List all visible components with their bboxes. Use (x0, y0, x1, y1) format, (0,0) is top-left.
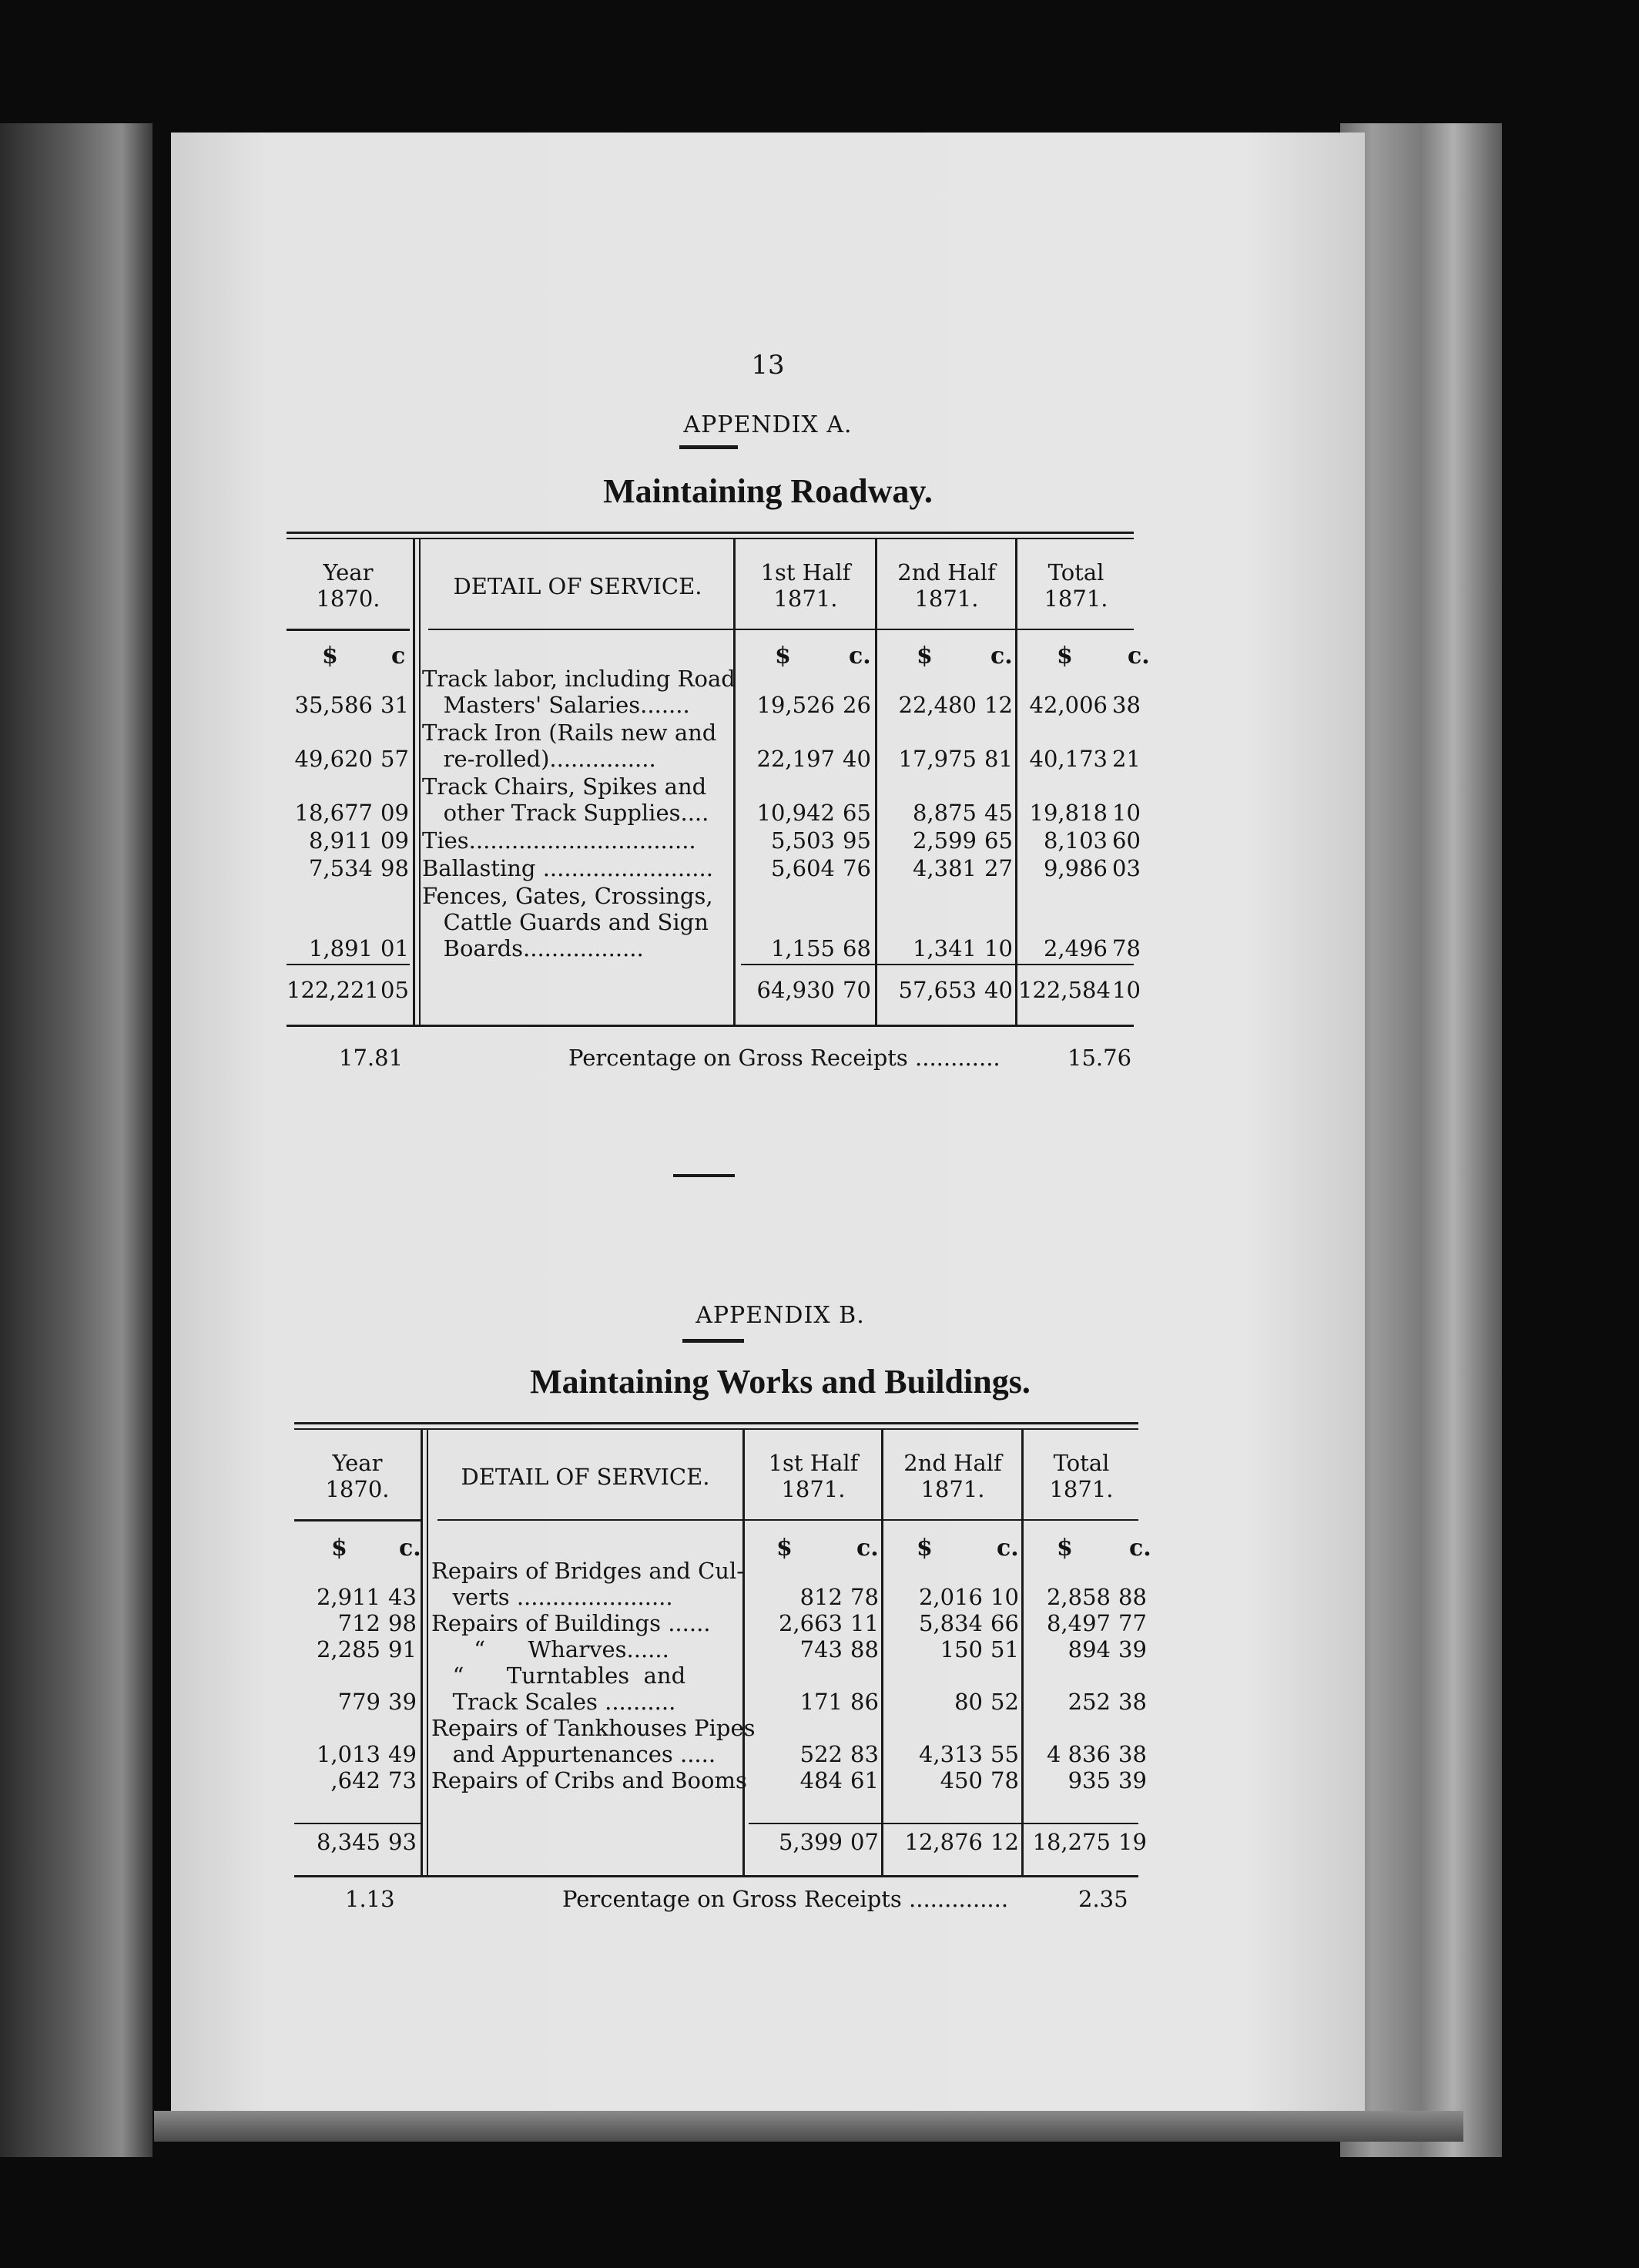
appendix-a-rule (679, 445, 738, 449)
row-detail (431, 1636, 669, 1662)
row-total-dollars: 252 (1068, 1689, 1111, 1715)
row-second-dollars: 4,313 (918, 1741, 983, 1767)
row-first-cents: 78 (850, 1584, 879, 1610)
row-year-dollars: 779 (337, 1689, 380, 1715)
row-year-cents: 09 (380, 800, 409, 826)
total-first-cents-b: 07 (850, 1829, 879, 1855)
row-year-dollars: 49,620 (294, 746, 373, 772)
row-year-cents: 73 (388, 1767, 417, 1793)
row-detail-line: “ Turntables and (431, 1662, 686, 1689)
row-total-dollars: 8,103 (1043, 827, 1108, 854)
row-detail-line: Repairs of Tankhouses Pipes (431, 1715, 756, 1741)
row-detail-line: Masters' Salaries....... (422, 692, 690, 718)
unit-dollar-total-b: $ (1057, 1535, 1073, 1562)
unit-cents-second-b: c. (997, 1535, 1019, 1562)
row-detail-line: Track Chairs, Spikes and (422, 773, 707, 800)
row-total-dollars: 19,818 (1029, 800, 1108, 826)
row-detail-line: Repairs of Buildings ...... (431, 1610, 711, 1636)
appendix-b-table (294, 1422, 1151, 1877)
row-second-dollars: 1,341 (912, 935, 977, 961)
appendix-b-title: Maintaining Works and Buildings. (530, 1363, 1031, 1401)
row-second-dollars: 4,381 (912, 855, 977, 881)
header-detail-b: DETAIL OF SERVICE. (461, 1464, 710, 1490)
row-second-cents: 55 (990, 1741, 1019, 1767)
row-second-dollars: 150 (940, 1636, 983, 1662)
row-first-cents: 68 (843, 935, 871, 961)
appendix-a-table (287, 532, 1150, 1032)
row-detail (422, 666, 736, 718)
row-detail-line: re-rolled)............... (422, 746, 656, 772)
row-first-dollars: 5,503 (770, 827, 835, 854)
row-year-dollars: ,642 (330, 1767, 380, 1793)
row-total-dollars: 4 836 (1046, 1741, 1111, 1767)
unit-dollar-total: $ (1057, 642, 1073, 669)
total-year-cents: 05 (380, 977, 409, 1003)
row-year-cents: 01 (380, 935, 409, 961)
unit-cents-year-b: c. (399, 1535, 421, 1562)
row-detail-line: Ties................................ (422, 827, 696, 854)
document-page (171, 133, 1365, 2111)
total-total-cents-b: 19 (1118, 1829, 1147, 1855)
row-year-dollars: 2,911 (316, 1584, 380, 1610)
appendix-b-rule (682, 1339, 744, 1343)
row-first-dollars: 522 (799, 1741, 843, 1767)
row-second-cents: 52 (990, 1689, 1019, 1715)
row-detail (422, 773, 709, 826)
row-detail-line: Cattle Guards and Sign (422, 909, 709, 935)
row-second-dollars: 80 (954, 1689, 983, 1715)
row-total-cents: 21 (1112, 746, 1141, 772)
row-total-dollars: 2,496 (1043, 935, 1108, 961)
total-first-dollars: 64,930 (756, 977, 835, 1003)
row-year-cents: 43 (388, 1584, 417, 1610)
appendix-b-pct-year: 1.13 (345, 1886, 395, 1912)
row-detail-line: Track Iron (Rails new and (422, 720, 717, 746)
row-year-cents: 39 (388, 1689, 417, 1715)
row-first-dollars: 22,197 (756, 746, 835, 772)
row-detail (431, 1715, 756, 1767)
row-first-cents: 26 (843, 692, 871, 718)
row-detail (422, 883, 713, 961)
row-total-cents: 77 (1118, 1610, 1147, 1636)
row-second-cents: 66 (990, 1610, 1019, 1636)
row-total-dollars: 8,497 (1046, 1610, 1111, 1636)
unit-cents-first: c. (849, 642, 871, 669)
row-detail (422, 855, 713, 881)
row-second-cents: 78 (990, 1767, 1019, 1793)
unit-cents-year: c (391, 642, 406, 669)
row-first-cents: 86 (850, 1689, 879, 1715)
row-total-dollars: 935 (1068, 1767, 1111, 1793)
row-detail-line: Repairs of Bridges and Cul- (431, 1558, 745, 1584)
total-total-dollars: 122,584 (1018, 977, 1111, 1003)
row-first-cents: 76 (843, 855, 871, 881)
left-page-edge (0, 123, 153, 2157)
row-total-dollars: 9,986 (1043, 855, 1108, 881)
appendix-b-pct-label: Percentage on Gross Receipts .............. (562, 1886, 1009, 1912)
row-first-dollars: 484 (799, 1767, 843, 1793)
row-detail-line: Track Scales .......... (431, 1689, 676, 1715)
header-first-half: 1st Half 1871. (760, 559, 851, 612)
row-total-cents: 60 (1112, 827, 1141, 854)
row-total-cents: 38 (1118, 1741, 1147, 1767)
row-second-cents: 45 (984, 800, 1013, 826)
total-year-cents-b: 93 (388, 1829, 417, 1855)
row-detail (431, 1662, 685, 1715)
row-first-dollars: 10,942 (756, 800, 835, 826)
total-second-dollars: 57,653 (898, 977, 977, 1003)
row-detail (431, 1610, 711, 1636)
row-detail (422, 827, 696, 854)
appendix-b-label: APPENDIX B. (695, 1302, 865, 1329)
row-first-cents: 61 (850, 1767, 879, 1793)
row-first-cents: 88 (850, 1636, 879, 1662)
unit-cents-total: c. (1128, 642, 1150, 669)
row-first-dollars: 743 (799, 1636, 843, 1662)
header-year-b: Year 1870. (325, 1450, 390, 1502)
row-detail-line: “ Wharves...... (431, 1636, 669, 1662)
row-first-dollars: 19,526 (756, 692, 835, 718)
row-year-dollars: 8,911 (308, 827, 373, 854)
row-year-cents: 98 (388, 1610, 417, 1636)
row-detail-line: Repairs of Cribs and Booms (431, 1767, 747, 1793)
row-first-dollars: 2,663 (778, 1610, 843, 1636)
total-total-dollars-b: 18,275 (1032, 1829, 1111, 1855)
header-detail: DETAIL OF SERVICE. (453, 573, 702, 599)
row-second-dollars: 2,016 (918, 1584, 983, 1610)
row-detail-line: Fences, Gates, Crossings, (422, 883, 713, 909)
header-second-half: 2nd Half 1871. (897, 559, 996, 612)
row-second-dollars: 17,975 (898, 746, 977, 772)
row-detail-line: and Appurtenances ..... (431, 1741, 716, 1767)
row-year-dollars: 1,013 (316, 1741, 380, 1767)
row-second-cents: 27 (984, 855, 1013, 881)
row-total-cents: 88 (1118, 1584, 1147, 1610)
row-total-cents: 78 (1112, 935, 1141, 961)
unit-dollar-second-b: $ (917, 1535, 933, 1562)
total-year-dollars-b: 8,345 (316, 1829, 380, 1855)
row-first-dollars: 5,604 (770, 855, 835, 881)
unit-dollar-second: $ (917, 642, 933, 669)
row-second-cents: 12 (984, 692, 1013, 718)
row-detail (431, 1558, 744, 1610)
row-second-cents: 10 (990, 1584, 1019, 1610)
section-divider (673, 1174, 735, 1177)
row-first-dollars: 171 (799, 1689, 843, 1715)
row-detail-line: Ballasting ........................ (422, 855, 713, 881)
row-second-dollars: 5,834 (918, 1610, 983, 1636)
row-second-dollars: 450 (940, 1767, 983, 1793)
row-second-cents: 10 (984, 935, 1013, 961)
total-first-dollars-b: 5,399 (778, 1829, 843, 1855)
header-total-b: Total 1871. (1049, 1450, 1114, 1502)
row-year-dollars: 7,534 (308, 855, 373, 881)
row-year-cents: 57 (380, 746, 409, 772)
appendix-a-label: APPENDIX A. (683, 411, 853, 438)
row-first-dollars: 812 (799, 1584, 843, 1610)
page-number: 13 (751, 350, 785, 381)
unit-dollar-year-b: $ (331, 1535, 347, 1562)
row-first-cents: 65 (843, 800, 871, 826)
row-second-cents: 51 (990, 1636, 1019, 1662)
row-second-cents: 65 (984, 827, 1013, 854)
row-total-cents: 10 (1112, 800, 1141, 826)
header-first-half-b: 1st Half 1871. (768, 1450, 859, 1502)
header-total: Total 1871. (1044, 559, 1108, 612)
row-year-cents: 31 (380, 692, 409, 718)
unit-cents-total-b: c. (1129, 1535, 1151, 1562)
row-second-dollars: 8,875 (912, 800, 977, 826)
appendix-a-pct-total: 15.76 (1068, 1045, 1132, 1071)
row-year-cents: 49 (388, 1741, 417, 1767)
unit-cents-second: c. (990, 642, 1013, 669)
unit-dollar-first-b: $ (776, 1535, 793, 1562)
row-total-cents: 38 (1112, 692, 1141, 718)
total-total-cents: 10 (1112, 977, 1141, 1003)
row-total-cents: 39 (1118, 1767, 1147, 1793)
row-detail-line: Boards................. (422, 935, 644, 961)
row-first-cents: 11 (850, 1610, 879, 1636)
row-first-dollars: 1,155 (770, 935, 835, 961)
row-second-cents: 81 (984, 746, 1013, 772)
header-second-half-b: 2nd Half 1871. (903, 1450, 1002, 1502)
row-detail (422, 720, 716, 772)
row-second-dollars: 22,480 (898, 692, 977, 718)
book-bottom-edge (154, 2111, 1463, 2142)
row-year-dollars: 1,891 (308, 935, 373, 961)
row-year-cents: 91 (388, 1636, 417, 1662)
row-year-cents: 09 (380, 827, 409, 854)
unit-dollar-first: $ (775, 642, 791, 669)
row-total-dollars: 40,173 (1029, 746, 1108, 772)
row-total-dollars: 42,006 (1029, 692, 1108, 718)
total-first-cents: 70 (843, 977, 871, 1003)
header-year: Year 1870. (316, 559, 380, 612)
row-first-cents: 95 (843, 827, 871, 854)
row-detail (431, 1767, 747, 1793)
row-year-dollars: 35,586 (294, 692, 373, 718)
appendix-a-pct-label: Percentage on Gross Receipts ............ (568, 1045, 1000, 1071)
row-second-dollars: 2,599 (912, 827, 977, 854)
row-total-dollars: 894 (1068, 1636, 1111, 1662)
row-total-dollars: 2,858 (1046, 1584, 1111, 1610)
row-total-cents: 03 (1112, 855, 1141, 881)
appendix-a-title: Maintaining Roadway. (603, 472, 933, 510)
appendix-b-pct-total: 2.35 (1078, 1886, 1128, 1912)
row-detail-line: Track labor, including Road (422, 666, 736, 692)
total-second-dollars-b: 12,876 (904, 1829, 983, 1855)
row-first-cents: 40 (843, 746, 871, 772)
row-year-dollars: 18,677 (294, 800, 373, 826)
total-second-cents: 40 (984, 977, 1013, 1003)
appendix-a-pct-year: 17.81 (339, 1045, 404, 1071)
row-total-cents: 38 (1118, 1689, 1147, 1715)
row-year-dollars: 712 (337, 1610, 380, 1636)
row-year-dollars: 2,285 (316, 1636, 380, 1662)
total-second-cents-b: 12 (990, 1829, 1019, 1855)
row-detail-line: verts ...................... (431, 1584, 673, 1610)
unit-dollar-year: $ (322, 642, 338, 669)
row-detail-line: other Track Supplies.... (422, 800, 709, 826)
row-first-cents: 83 (850, 1741, 879, 1767)
row-total-cents: 39 (1118, 1636, 1147, 1662)
row-year-cents: 98 (380, 855, 409, 881)
total-year-dollars: 122,221 (287, 977, 379, 1003)
unit-cents-first-b: c. (856, 1535, 879, 1562)
